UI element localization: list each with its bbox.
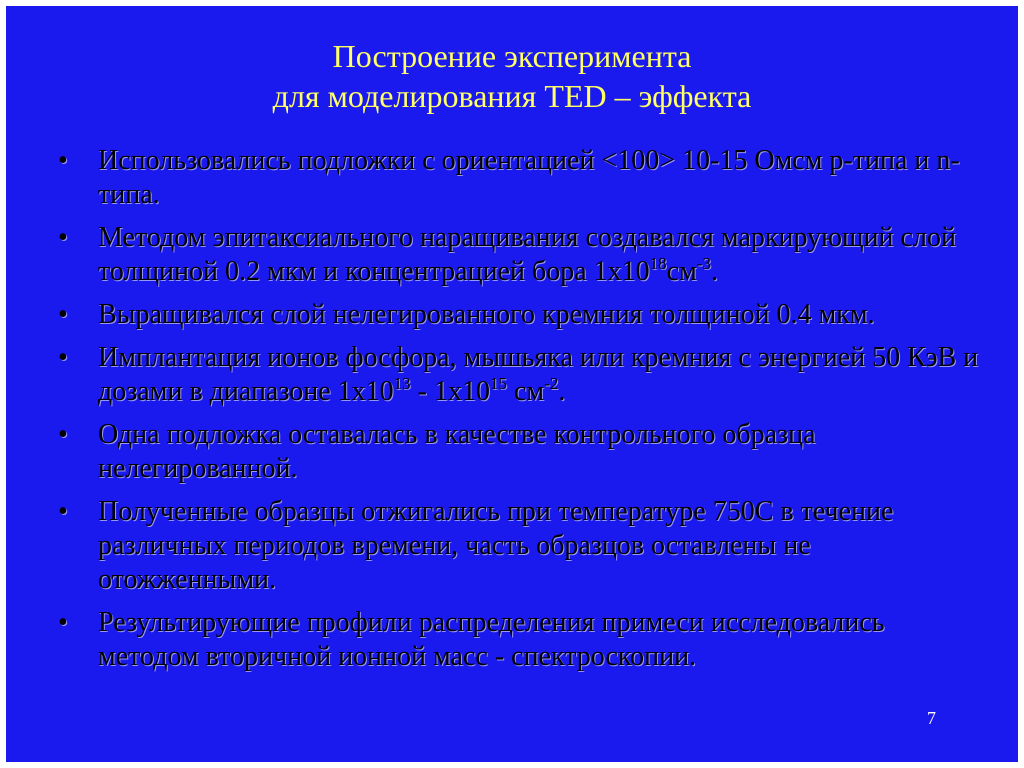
superscript: -2 xyxy=(544,374,559,393)
list-item xyxy=(58,144,988,212)
bullet-text: Одна подложка оставалась в качестве контрольного образца нелегированной. xyxy=(98,419,816,484)
bullet-text-part: см xyxy=(507,376,545,407)
page-number: 7 xyxy=(927,708,936,728)
bullet-text: Результирующие профили распределения примеси исследовались методом вторичной ионной масс - спектроскопии. xyxy=(98,607,885,672)
bullet-text: Полученные образцы отжигались при температуре 750С в течение различных периодов времени, часть образцов оставлены не отожженными. xyxy=(98,496,894,595)
bullet-icon: • xyxy=(58,299,68,330)
title-line-2: для моделирования TED – эффекта xyxy=(272,78,752,114)
bullet-icon: • xyxy=(58,496,68,527)
bullet-text-part: . xyxy=(558,376,566,407)
superscript: -3 xyxy=(696,254,711,273)
superscript: 18 xyxy=(649,254,667,273)
bullet-text-part: - 1x10 xyxy=(410,376,490,407)
list-item xyxy=(58,341,988,409)
list-item xyxy=(58,298,988,332)
bullet-icon: • xyxy=(58,145,68,176)
bullet-text-part: см xyxy=(666,256,697,287)
bullet-icon: • xyxy=(58,342,68,373)
slide xyxy=(6,6,1018,762)
list-item xyxy=(58,606,988,674)
list-item xyxy=(58,495,988,597)
bullet-list xyxy=(58,144,988,683)
bullet-icon: • xyxy=(58,607,68,638)
bullet-icon: • xyxy=(58,419,68,450)
bullet-text xyxy=(98,221,988,289)
bullet-text-part: Методом эпитаксиального наращивания создавался маркирующий слой толщиной 0.2 мкм и концентрацией бора 1x10 xyxy=(98,222,956,287)
superscript: 13 xyxy=(393,374,411,393)
bullet-text: Использовались подложки с ориентацией <100> 10-15 Омсм p-типа и n-типа. xyxy=(98,145,960,210)
bullet-icon: • xyxy=(58,222,68,253)
slide-title xyxy=(6,36,1018,116)
bullet-text xyxy=(98,341,988,409)
superscript: 15 xyxy=(490,374,507,393)
title-line-1: Построение эксперимента xyxy=(332,38,692,74)
bullet-text: Выращивался слой нелегированного кремния толщиной 0.4 мкм. xyxy=(98,299,875,330)
list-item xyxy=(58,418,988,486)
bullet-text-part: Имплантация ионов фосфора, мышьяка или кремния с энергией 50 КэВ и дозами в диапазоне 1x10 xyxy=(98,342,979,407)
bullet-text-part: . xyxy=(710,256,718,287)
list-item xyxy=(58,221,988,289)
